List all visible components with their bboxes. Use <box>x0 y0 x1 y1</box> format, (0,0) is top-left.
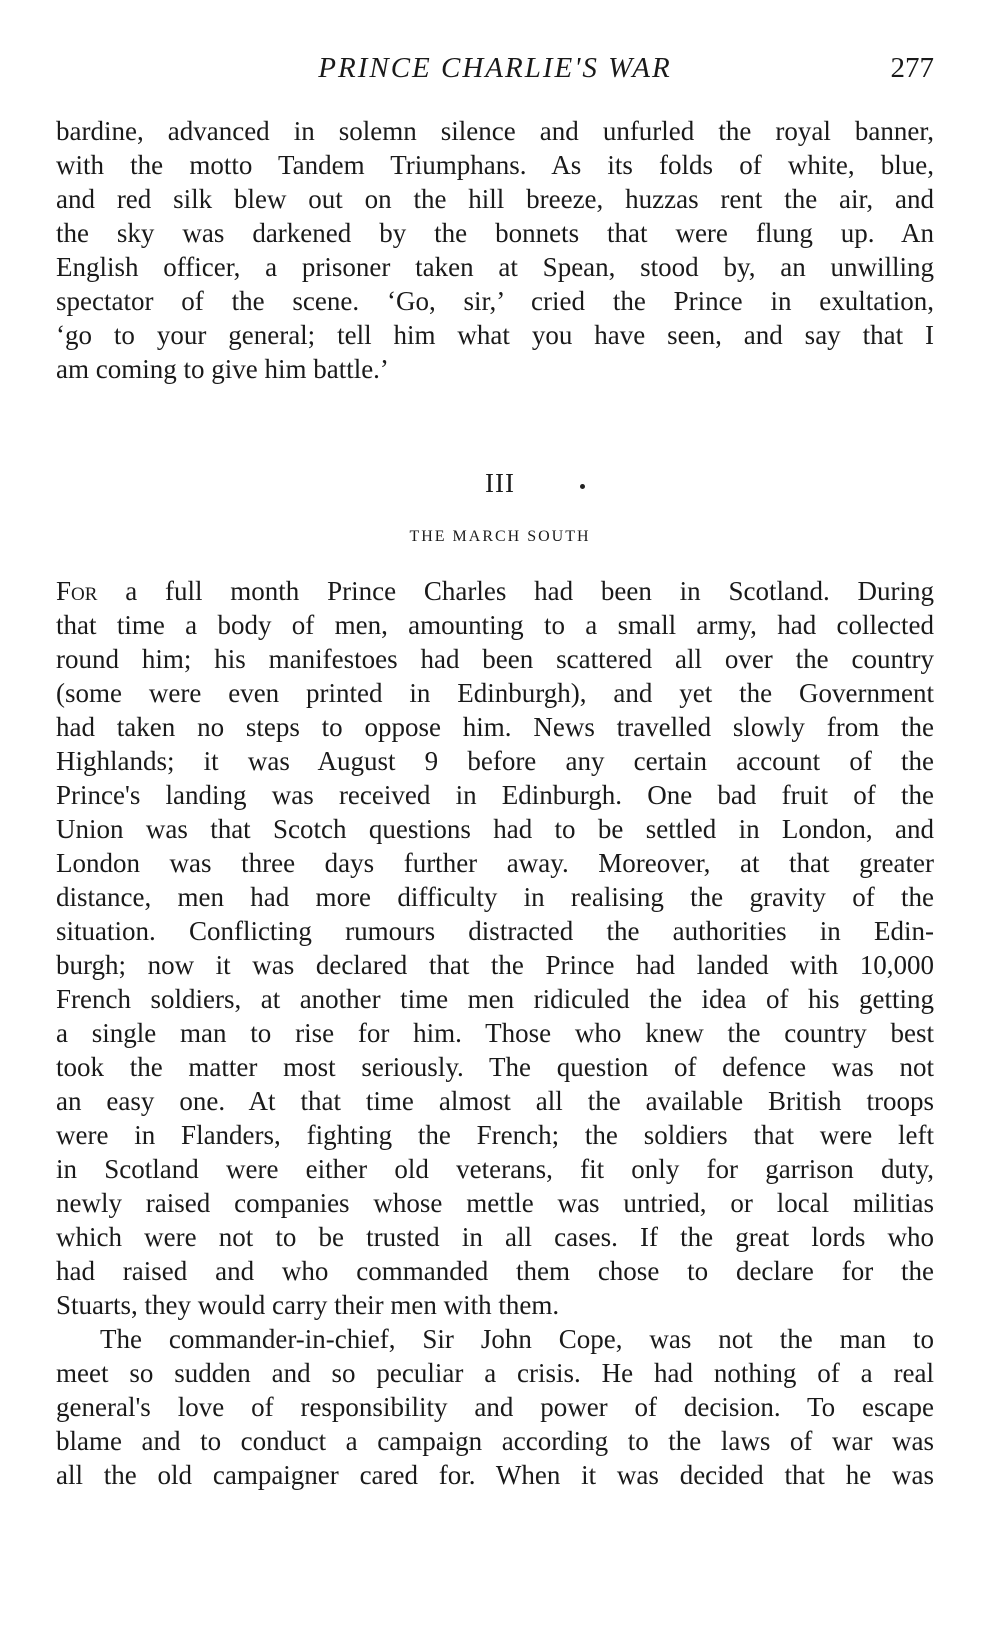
text-line: round him; his manifestoes had been scattered all over the country <box>56 644 934 674</box>
text-line: which were not to be trusted in all cases. If the great lords who <box>56 1222 934 1252</box>
text-line: French soldiers, at another time men ridiculed the idea of his getting <box>56 984 934 1014</box>
text-line: meet so sudden and so peculiar a crisis. He had nothing of a real <box>56 1358 934 1388</box>
text-line: the sky was darkened by the bonnets that were flung up. An <box>56 218 934 248</box>
text-line: had taken no steps to oppose him. News travelled slowly from the <box>56 712 934 742</box>
text-line: (some were even printed in Edinburgh), and yet the Government <box>56 678 934 708</box>
text-line: had raised and who commanded them chose to declare for the <box>56 1256 934 1286</box>
text-line: Stuarts, they would carry their men with them. <box>56 1290 560 1320</box>
continued-paragraph <box>56 114 934 386</box>
text-line: bardine, advanced in solemn silence and unfurled the royal banner, <box>56 116 934 146</box>
text-line: Prince's landing was received in Edinburgh. One bad fruit of the <box>56 780 934 810</box>
text-line: a single man to rise for him. Those who knew the country best <box>56 1018 934 1048</box>
text-line: an easy one. At that time almost all the available British troops <box>56 1086 934 1116</box>
body-text <box>56 574 934 1492</box>
print-speck <box>580 484 585 489</box>
text-line: Union was that Scotch questions had to be settled in London, and <box>56 814 934 844</box>
text-line: ‘go to your general; tell him what you have seen, and say that I <box>56 320 934 350</box>
lead-word: For <box>56 576 98 606</box>
text-line: all the old campaigner cared for. When it was decided that he was <box>56 1460 934 1490</box>
text-line: in Scotland were either old veterans, fit only for garrison duty, <box>56 1154 934 1184</box>
text-line: and red silk blew out on the hill breeze, huzzas rent the air, and <box>56 184 934 214</box>
running-head <box>56 52 934 92</box>
section-number: III <box>485 468 515 498</box>
text-line: blame and to conduct a campaign according to the laws of war was <box>56 1426 934 1456</box>
text-line: am coming to give him battle.’ <box>56 354 389 384</box>
text-line: distance, men had more difficulty in realising the gravity of the <box>56 882 934 912</box>
section-title: THE MARCH SOUTH <box>409 528 591 545</box>
text-line-rest: a full month Prince Charles had been in Scotland. During <box>97 576 934 606</box>
text-line: spectator of the scene. ‘Go, sir,’ cried the Prince in exultation, <box>56 286 934 316</box>
page-number: 277 <box>890 52 934 84</box>
text-line: were in Flanders, fighting the French; the soldiers that were left <box>56 1120 934 1150</box>
text-line: burgh; now it was declared that the Prince had landed with 10,000 <box>56 950 934 980</box>
text-line: Highlands; it was August 9 before any certain account of the <box>56 746 934 776</box>
text-line: that time a body of men, amounting to a small army, had collected <box>56 610 934 640</box>
text-line: The commander-in-chief, Sir John Cope, was not the man to <box>100 1324 934 1354</box>
running-title: PRINCE CHARLIE'S WAR <box>318 52 672 84</box>
text-line: newly raised companies whose mettle was untried, or local militias <box>56 1188 934 1218</box>
text-line: took the matter most seriously. The question of defence was not <box>56 1052 934 1082</box>
text-line: with the motto Tandem Triumphans. As its folds of white, blue, <box>56 150 934 180</box>
text-line <box>56 574 934 608</box>
text-line: English officer, a prisoner taken at Spean, stood by, an unwilling <box>56 252 934 282</box>
text-line: general's love of responsibility and power of decision. To escape <box>56 1392 934 1422</box>
text-line: London was three days further away. Moreover, at that greater <box>56 848 934 878</box>
text-line: situation. Conflicting rumours distracted the authorities in Edin- <box>56 916 934 946</box>
